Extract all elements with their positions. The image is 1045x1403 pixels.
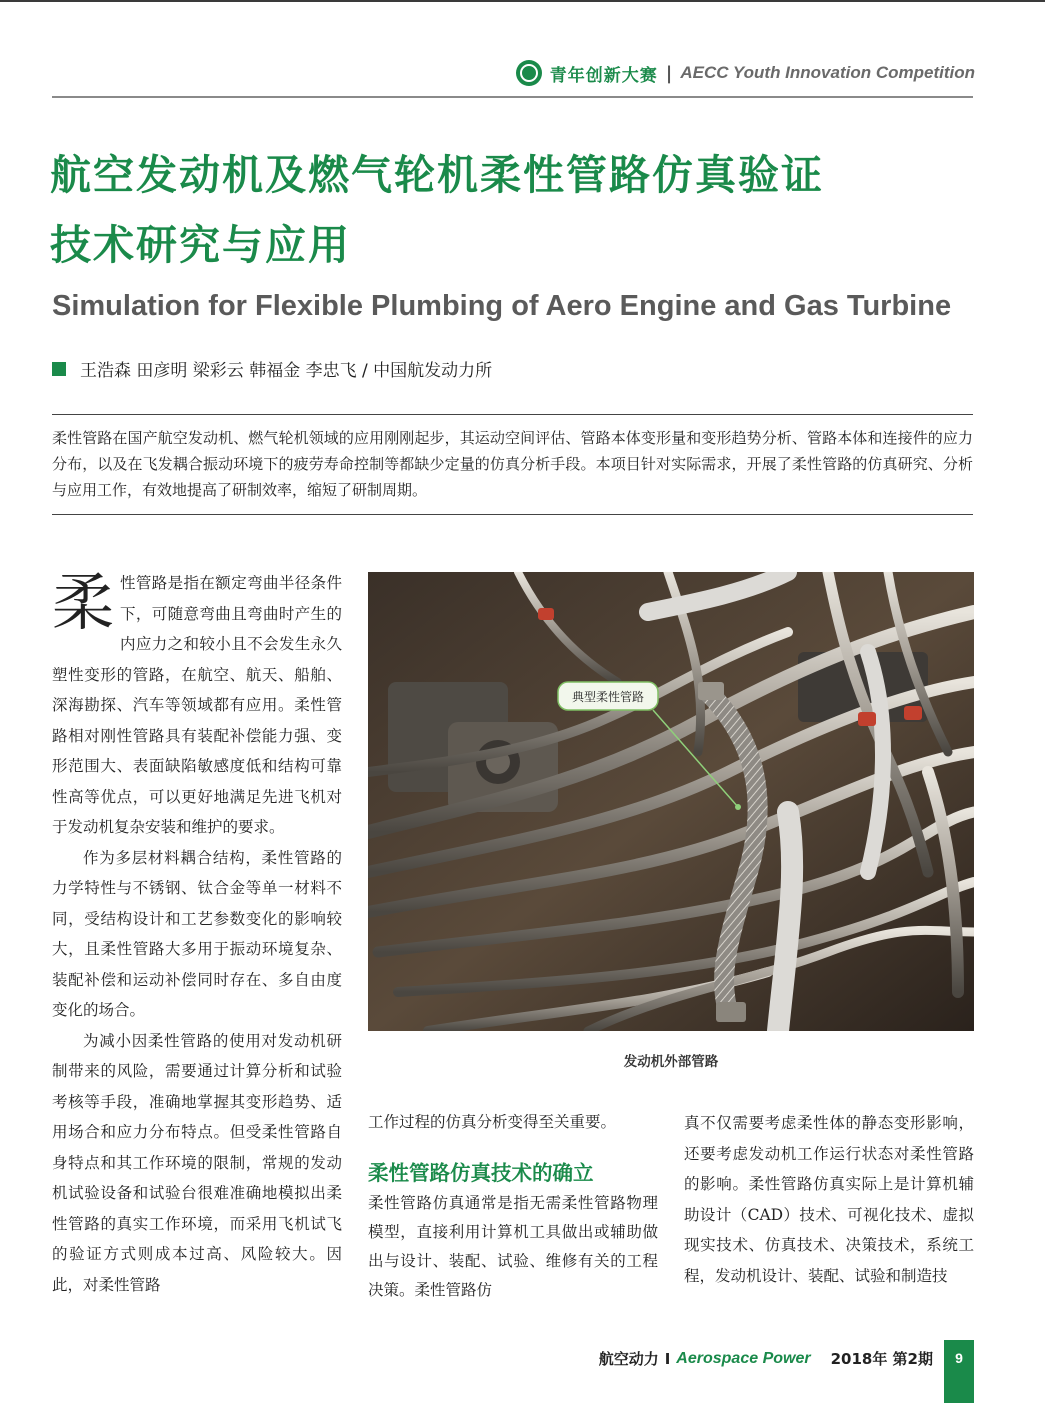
drop-cap: 柔 (52, 566, 115, 639)
abstract-top-rule (52, 414, 973, 415)
page-footer (599, 1348, 933, 1369)
competition-name-en: AECC Youth Innovation Competition (680, 63, 975, 82)
abstract: 柔性管路在国产航空发动机、燃气轮机领域的应用刚刚起步，其运动空间评估、管路本体变形量和变形趋势分析、管路本体和连接件的应力分布，以及在飞发耦合振动环境下的疲劳寿命控制等都缺少定量的仿真分析手段。本项目针对实际需求，开展了柔性管路的仿真研究、分析与应用工作，有效地提高了研制效率，缩短了研制周期。 (52, 429, 973, 499)
section-heading: 柔性管路仿真技术的确立 (368, 1161, 594, 1185)
journal-name-cn: 航空动力 (598, 1350, 659, 1368)
header-rule (52, 96, 973, 98)
middle-paragraph: 柔性管路仿真通常是指无需柔性管路物理模型，直接利用计算机工具做出或辅助做出与设计、装配、试验、维修有关的工程决策。柔性管路仿 (368, 1194, 658, 1299)
title-line-2: 技术研究与应用 (50, 221, 351, 269)
header-separator: | (665, 62, 673, 84)
authors-text: 王浩森 田彦明 梁彩云 韩福金 李忠飞 / 中国航发动力所 (80, 361, 493, 381)
page-header (516, 60, 975, 86)
middle-continuation: 工作过程的仿真分析变得至关重要。 (368, 1113, 617, 1131)
footer-separator: I (664, 1349, 671, 1368)
green-circle-emblem-icon (516, 60, 542, 86)
top-rule (0, 0, 1045, 2)
body-paragraph-1: 性管路是指在额定弯曲半径条件下，可随意弯曲且弯曲时产生的内应力之和较小且不会发生永久塑性变形的管路，在航空、航天、船舶、深海勘探、汽车等领域都有应用。柔性管路相对刚性管路具有装配补偿能力强、变形范围大、表面缺陷敏感度低和结构可靠性高等优点，可以更好地满足先进飞机对于发动机复杂安装和维护的要求。 (52, 574, 342, 836)
author-line (52, 356, 492, 381)
body-paragraph-3: 为减小因柔性管路的使用对发动机研制带来的风险，需要通过计算分析和试验考核等手段，准确地掌握其变形趋势、适用场合和应力分布特点。但受柔性管路自身特点和其工作环境的限制，常规的发动机试验设备和试验台很难准确地模拟出柔性管路的真实工作环境，而采用飞机试飞的验证方式则成本过高、风险较大。因此，对柔性管路 (52, 1031, 342, 1294)
body-column-middle (368, 1108, 658, 1305)
body-column-right (684, 1108, 974, 1291)
engine-plumbing-photo (368, 572, 974, 1031)
figure-caption: 发动机外部管路 (623, 1054, 719, 1070)
body-paragraph-2: 作为多层材料耦合结构，柔性管路的力学特性与不锈钢、钛合金等单一材料不同，受结构设计和工艺参数变化的影响较大，且柔性管路大多用于振动环境复杂、装配补偿和运动补偿同时存在、多自由度变化的场合。 (52, 848, 342, 1019)
article-title-en: Simulation for Flexible Plumbing of Aero Engine and Gas Turbine (52, 290, 952, 322)
issue-info: 2018年 第2期 (830, 1350, 933, 1368)
title-line-1: 航空发动机及燃气轮机柔性管路仿真验证 (50, 151, 824, 199)
body-column-left (52, 568, 342, 1300)
author-bullet-icon (52, 362, 66, 376)
callout-label: 典型柔性管路 (571, 690, 645, 704)
page-number: 9 (955, 1350, 963, 1366)
competition-name-cn: 青年创新大赛 (549, 65, 658, 86)
right-paragraph: 真不仅需要考虑柔性体的静态变形影响，还要考虑发动机工作运行状态对柔性管路的影响。柔性管路仿真实际上是计算机辅助设计（CAD）技术、可视化技术、虚拟现实技术、仿真技术、决策技术，系统工程，发动机设计、装配、试验和制造技 (684, 1114, 974, 1285)
journal-name-en: Aerospace Power (676, 1349, 811, 1367)
article-title (50, 140, 970, 280)
abstract-bottom-rule (52, 514, 973, 515)
